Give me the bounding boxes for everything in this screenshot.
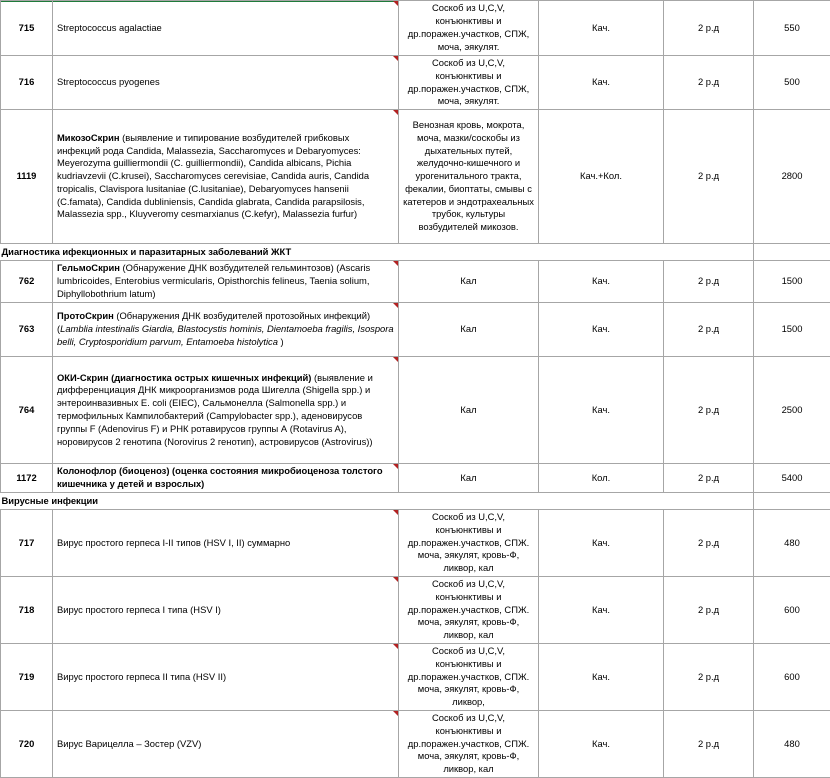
table-row[interactable] bbox=[1, 110, 830, 244]
price: 600 bbox=[754, 577, 830, 644]
test-name bbox=[53, 1, 399, 56]
method: Кач.+Кол. bbox=[539, 110, 664, 244]
test-name bbox=[53, 56, 399, 110]
test-name-bold: ПротоСкрин bbox=[57, 310, 114, 321]
biomaterial: Соскоб из U,C,V, конъюнктивы и др.поражен.участков, СПЖ. моча, эякулят, кровь-Ф, ликвор, кал bbox=[399, 577, 539, 644]
biomaterial: Кал bbox=[399, 464, 539, 493]
test-code: 718 bbox=[1, 577, 53, 644]
term: 2 р.д bbox=[664, 510, 754, 577]
comment-indicator-icon[interactable] bbox=[393, 1, 398, 6]
table-row[interactable] bbox=[1, 644, 830, 711]
test-name-text: (Обнаружения ДНК возбудителей протозойных инфекций) ( bbox=[57, 310, 370, 334]
biomaterial: Соскоб из U,C,V, конъюнктивы и др.поражен.участков, СПЖ, моча, эякулят. bbox=[399, 56, 539, 110]
biomaterial: Соскоб из U,C,V, конъюнктивы и др.поражен.участков, СПЖ. моча, эякулят, кровь-Ф, ликвор, кал bbox=[399, 510, 539, 577]
test-name bbox=[53, 261, 399, 303]
biomaterial: Соскоб из U,C,V, конъюнктивы и др.поражен.участков, СПЖ. моча, эякулят, кровь-Ф, ликвор, кал bbox=[399, 711, 539, 778]
test-name bbox=[53, 110, 399, 244]
price: 480 bbox=[754, 510, 830, 577]
table-row[interactable] bbox=[1, 464, 830, 493]
term: 2 р.д bbox=[664, 261, 754, 303]
term: 2 р.д bbox=[664, 577, 754, 644]
biomaterial: Венозная кровь, мокрота, моча, мазки/соскобы из дыхательных путей, желудочно-кишечного и урогенитального тракта, фекалии, биоптаты, смывы с катетеров и эндотрахеальных трубок, культуры возбудителей микозов. bbox=[399, 110, 539, 244]
term: 2 р.д bbox=[664, 1, 754, 56]
price: 600 bbox=[754, 644, 830, 711]
test-code: 1119 bbox=[1, 110, 53, 244]
section-header-viral bbox=[1, 493, 830, 510]
biomaterial: Соскоб из U,C,V, конъюнктивы и др.поражен.участков, СПЖ, моча, эякулят. bbox=[399, 1, 539, 56]
test-name-text: Streptococcus pyogenes bbox=[57, 76, 160, 87]
table-row[interactable] bbox=[1, 357, 830, 464]
section-title: Вирусные инфекции bbox=[1, 493, 754, 510]
test-name-text: Streptococcus agalactiae bbox=[57, 22, 162, 33]
table-row[interactable] bbox=[1, 577, 830, 644]
test-name-bold: Колонофлор (биоценоз) (оценка состояния микробиоценоза толстого кишечника у детей и взрослых) bbox=[57, 465, 383, 489]
price: 2800 bbox=[754, 110, 830, 244]
test-name bbox=[53, 464, 399, 493]
table-row[interactable] bbox=[1, 1, 830, 56]
comment-indicator-icon[interactable] bbox=[393, 464, 398, 469]
test-code: 764 bbox=[1, 357, 53, 464]
test-name-tail: ) bbox=[278, 336, 284, 347]
test-name-text: Вирус Варицелла – Зостер (VZV) bbox=[57, 738, 201, 749]
price: 5400 bbox=[754, 464, 830, 493]
price: 2500 bbox=[754, 357, 830, 464]
section-title: Диагностика ифекционных и паразитарных заболеваний ЖКТ bbox=[1, 244, 754, 261]
comment-indicator-icon[interactable] bbox=[393, 110, 398, 115]
test-code: 715 bbox=[1, 1, 53, 56]
test-code: 1172 bbox=[1, 464, 53, 493]
biomaterial: Кал bbox=[399, 357, 539, 464]
method: Кач. bbox=[539, 510, 664, 577]
method: Кач. bbox=[539, 357, 664, 464]
test-code: 763 bbox=[1, 303, 53, 357]
test-name-text: (Обнаружение ДНК возбудителей гельминтозов) (Ascaris lumbricoides, Enterobius vermicularis, Opisthorchis felineus, Taenia solium, Diphyllobothrium latum) bbox=[57, 262, 370, 299]
test-name bbox=[53, 510, 399, 577]
term: 2 р.д bbox=[664, 644, 754, 711]
test-code: 717 bbox=[1, 510, 53, 577]
method: Кач. bbox=[539, 1, 664, 56]
comment-indicator-icon[interactable] bbox=[393, 56, 398, 61]
test-code: 716 bbox=[1, 56, 53, 110]
method: Кач. bbox=[539, 577, 664, 644]
biomaterial: Кал bbox=[399, 303, 539, 357]
test-code: 719 bbox=[1, 644, 53, 711]
section-header-gi bbox=[1, 244, 830, 261]
empty-cell bbox=[754, 493, 830, 510]
comment-indicator-icon[interactable] bbox=[393, 711, 398, 716]
table-row[interactable] bbox=[1, 261, 830, 303]
method: Кач. bbox=[539, 711, 664, 778]
biomaterial: Кал bbox=[399, 261, 539, 303]
test-name-text: (выявление и дифференциация ДНК микроорганизмов рода Шигелла (Shigella spp.) и энтероинвазивных E. coli (EIEC), Сальмонелла (Salmonella spp.) и термофильных Кампилобактерий (Campylobacter spp.), аденовирусов группы F (Adenovirus F) и РНК ротавирусов группы А (Rotavirus A), норовирусов 2 генотипа (Norovirus 2 генотип), астровирусов (Astrovirus)) bbox=[57, 372, 373, 447]
table-row[interactable] bbox=[1, 56, 830, 110]
comment-indicator-icon[interactable] bbox=[393, 644, 398, 649]
term: 2 р.д bbox=[664, 464, 754, 493]
test-name-bold: ГельмоСкрин bbox=[57, 262, 120, 273]
test-name-text: Вирус простого герпеса II типа (HSV II) bbox=[57, 671, 226, 682]
method: Кач. bbox=[539, 644, 664, 711]
price: 480 bbox=[754, 711, 830, 778]
test-name bbox=[53, 711, 399, 778]
test-name bbox=[53, 303, 399, 357]
test-name-bold: МикозоСкрин bbox=[57, 132, 120, 143]
price: 1500 bbox=[754, 261, 830, 303]
term: 2 р.д bbox=[664, 357, 754, 464]
test-name bbox=[53, 577, 399, 644]
test-name-bold: ОКИ-Скрин (диагностика острых кишечных инфекций) bbox=[57, 372, 311, 383]
comment-indicator-icon[interactable] bbox=[393, 303, 398, 308]
term: 2 р.д bbox=[664, 56, 754, 110]
term: 2 р.д bbox=[664, 711, 754, 778]
comment-indicator-icon[interactable] bbox=[393, 357, 398, 362]
empty-cell bbox=[754, 244, 830, 261]
method: Кач. bbox=[539, 261, 664, 303]
test-code: 762 bbox=[1, 261, 53, 303]
test-name-italic: Lamblia intestinalis Giardia, Blastocystis hominis, Dientamoeba fragilis, Isospora belli, Cryptosporidium parvum, Entamoeba histolytica bbox=[57, 323, 394, 347]
table-row[interactable] bbox=[1, 303, 830, 357]
test-name-text: (выявление и типирование возбудителей грибковых инфекций рода Candida, Malassezia, Saccharomyces и Debaryomyces: Meyerozyma guilliermondii (C. guilliermondii), Candida albicans, Pichia kudriavzevii (C.krusei), Saccharomyces cerevisiae, Candida auris, Candida tropicalis, Clavispora lusitaniae (C.lusitaniae), Debaryomyces hansenii (C.famata), Candida dubliniensis, Candida glabrata, Candida parapsilosis, Malassezia spp., Kluyveromy cesmarxianus (C.kefyr), Malassezia furfur) bbox=[57, 132, 369, 220]
test-name bbox=[53, 644, 399, 711]
method: Кол. bbox=[539, 464, 664, 493]
biomaterial: Соскоб из U,C,V, конъюнктивы и др.поражен.участков, СПЖ. моча, эякулят, кровь-Ф, ликвор, bbox=[399, 644, 539, 711]
price: 550 bbox=[754, 1, 830, 56]
test-code: 720 bbox=[1, 711, 53, 778]
method: Кач. bbox=[539, 56, 664, 110]
comment-indicator-icon[interactable] bbox=[393, 510, 398, 515]
term: 2 р.д bbox=[664, 303, 754, 357]
comment-indicator-icon[interactable] bbox=[393, 577, 398, 582]
price: 500 bbox=[754, 56, 830, 110]
term: 2 р.д bbox=[664, 110, 754, 244]
table-row[interactable] bbox=[1, 510, 830, 577]
table-row[interactable] bbox=[1, 711, 830, 778]
price: 1500 bbox=[754, 303, 830, 357]
test-name-text: Вирус простого герпеса I-II типов (HSV I, II) суммарно bbox=[57, 537, 290, 548]
method: Кач. bbox=[539, 303, 664, 357]
test-name bbox=[53, 357, 399, 464]
comment-indicator-icon[interactable] bbox=[393, 261, 398, 266]
test-name-text: Вирус простого герпеса I типа (HSV I) bbox=[57, 604, 221, 615]
